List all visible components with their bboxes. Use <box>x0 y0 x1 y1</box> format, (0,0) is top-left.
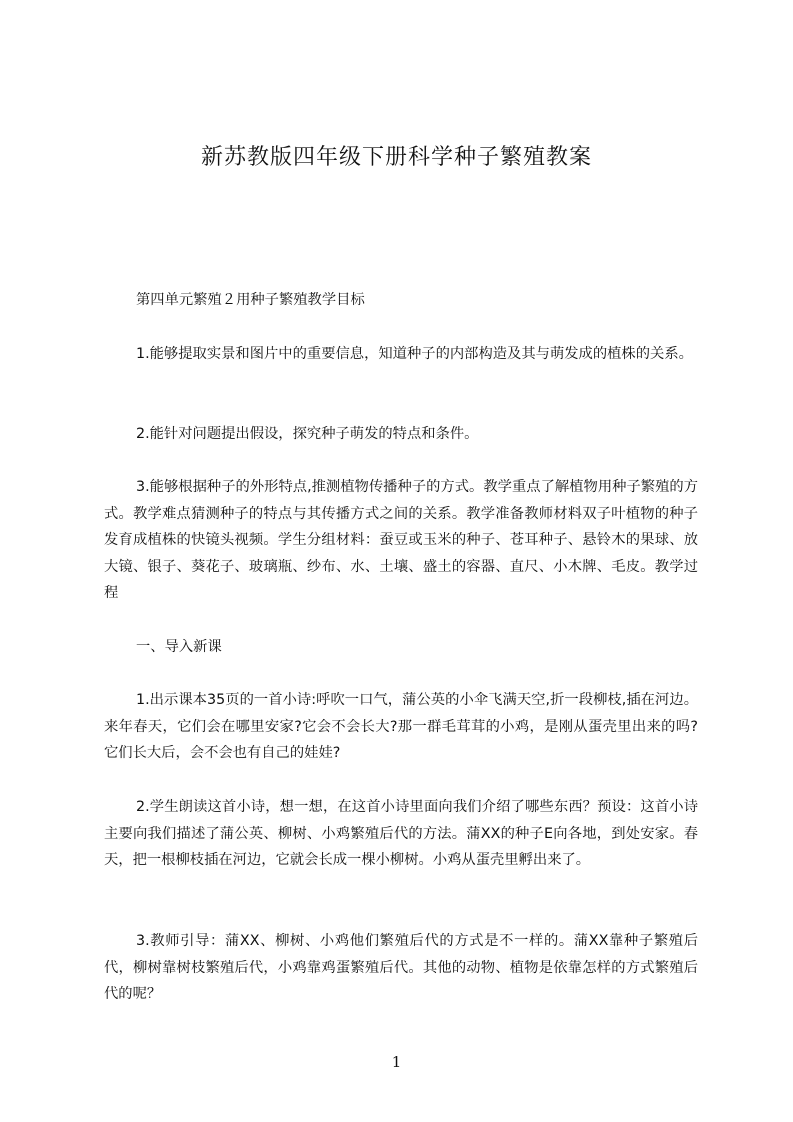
document-title: 新苏教版四年级下册科学种子繁殖教案 <box>200 145 592 170</box>
objective-paragraph-2: 2.能针对问题提出假设，探究种子萌发的特点和条件。 <box>136 426 479 442</box>
section-heading-objectives: 第四单元繁殖２用种子繁殖教学目标 <box>136 292 365 308</box>
intro-paragraph-3: 3.教师引导：蒲XX、柳树、小鸡他们繁殖后代的方式是不一样的。蒲XX靠种子繁殖后代，柳树靠树枝繁殖后代，小鸡靠鸡蛋繁殖后代。其他的动物、植物是依靠怎样的方式繁殖后代的呢？ <box>104 933 698 1002</box>
objective-paragraph-1: 1.能够提取实景和图片中的重要信息，知道种子的内部构造及其与萌发成的植株的关系。 <box>136 346 693 362</box>
intro-paragraph-2: 2.学生朗读这首小诗，想一想，在这首小诗里面向我们介绍了哪些东西？预设：这首小诗主要向我们描述了蒲公英、柳树、小鸡繁殖后代的方法。蒲XX的种子E向各地，到处安家。春天，把一根柳枝插在河边，它就会长成一棵小柳树。小鸡从蛋壳里孵出来了。 <box>104 799 698 868</box>
section-heading-intro: 一、导入新课 <box>136 639 222 655</box>
page-number: 1 <box>391 1053 402 1071</box>
intro-paragraph-1: 1.出示课本35页的一首小诗:呼吹一口气，蒲公英的小伞飞满天空,折一段柳枝,插在河边。来年春天，它们会在哪里安家?它会不会长大?那一群毛茸茸的小鸡，是刚从蛋壳里出来的吗?它们长大后，会不会也有自己的娃娃? <box>104 692 698 761</box>
objective-paragraph-3: 3.能够根据种子的外形特点,推测植物传播种子的方式。教学重点了解植物用种子繁殖的方式。教学难点猜测种子的特点与其传播方式之间的关系。教学准备教师材料双子叶植物的种子发育成植株的快镜头视频。学生分组材料：蚕豆或玉米的种子、苍耳种子、悬铃木的果球、放大镜、银子、葵花子、玻璃瓶、纱布、水、土壤、盛土的容器、直尺、小木牌、毛皮。教学过程 <box>104 479 698 601</box>
